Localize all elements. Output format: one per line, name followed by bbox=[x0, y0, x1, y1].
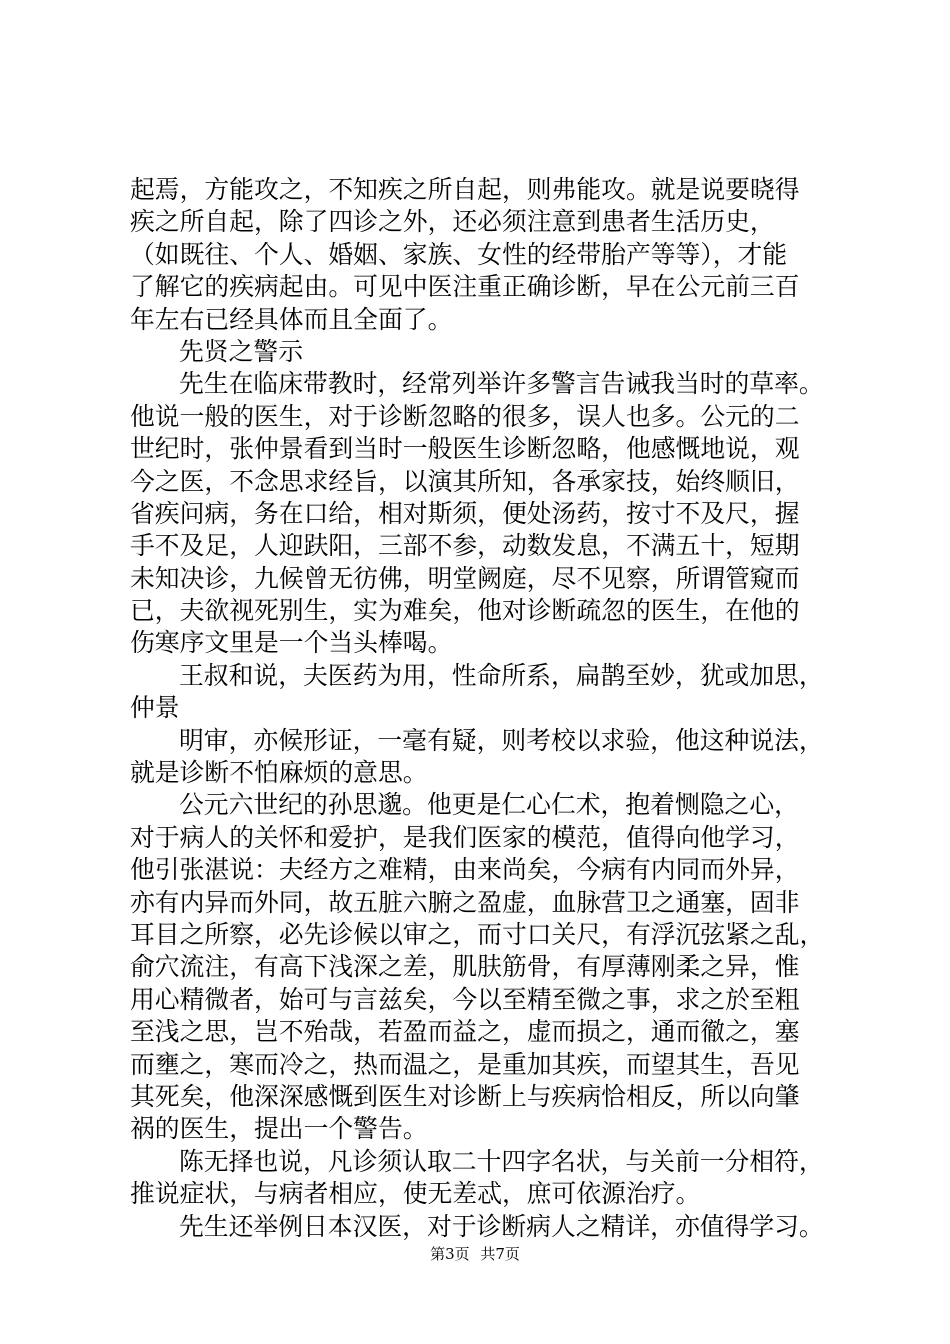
text-line: 年左右已经具体而且全面了。 bbox=[130, 304, 453, 334]
text-line: 疾之所自起，除了四诊之外，还必须注意到患者生活历史， bbox=[130, 207, 775, 237]
text-line: 用心精微者，始可与言兹矣，今以至精至微之事，求之於至粗 bbox=[130, 984, 800, 1014]
text-line: 陈无择也说，凡诊须认取二十四字名状，与关前一分相符， bbox=[179, 1146, 824, 1176]
document-body bbox=[130, 174, 835, 1243]
text-line: 今之医，不念思求经旨，以演其所知，各承家技，始终顺旧， bbox=[130, 466, 800, 496]
text-line: 手不及足，人迎趺阳，三部不参，动数发息，不满五十，短期 bbox=[130, 531, 800, 561]
text-line: 王叔和说，夫医药为用，性命所系，扁鹊至妙，犹或加思， bbox=[179, 660, 824, 690]
page-footer bbox=[0, 1244, 950, 1264]
text-line: 他说一般的医生，对于诊断忽略的很多，误人也多。公元的二 bbox=[130, 401, 800, 431]
text-line: 省疾问病，务在口给，相对斯须，便处汤药，按寸不及尺，握 bbox=[130, 498, 800, 528]
text-line: 明审，亦候形证，一毫有疑，则考校以求验，他这种说法， bbox=[179, 725, 824, 755]
text-line: 先贤之警示 bbox=[179, 336, 303, 366]
text-line: （如既往、个人、婚姻、家族、女性的经带胎产等等），才能 bbox=[130, 239, 788, 269]
text-line: 未知决诊，九候曾无彷佛，明堂阙庭，尽不见察，所谓管窥而 bbox=[130, 563, 800, 593]
page-number: 第3页 bbox=[430, 1245, 470, 1263]
text-line: 其死矣，他深深感慨到医生对诊断上与疾病恰相反，所以向肇 bbox=[130, 1081, 800, 1111]
text-line: 公元六世纪的孙思邈。他更是仁心仁术，抱着恻隐之心， bbox=[179, 790, 799, 820]
text-line: 世纪时，张仲景看到当时一般医生诊断忽略，他感慨地说，观 bbox=[130, 434, 800, 464]
text-line: 推说症状，与病者相应，使无差忒，庶可依源治疗。 bbox=[130, 1179, 701, 1209]
text-line: 亦有内异而外同，故五脏六腑之盈虚，血脉营卫之通塞，固非 bbox=[130, 887, 800, 917]
text-line: 起焉，方能攻之，不知疾之所自起，则弗能攻。就是说要晓得 bbox=[130, 175, 800, 204]
text-line: 就是诊断不怕麻烦的意思。 bbox=[130, 758, 428, 788]
text-line: 耳目之所察，必先诊候以审之，而寸口关尺，有浮沉弦紧之乱， bbox=[130, 919, 825, 949]
text-line: 俞穴流注，有高下浅深之差，肌肤筋骨，有厚薄刚柔之异，惟 bbox=[130, 952, 800, 982]
text-line: 已，夫欲视死别生，实为难矣，他对诊断疏忽的医生，在他的 bbox=[130, 596, 800, 626]
text-line: 祸的医生，提出一个警告。 bbox=[130, 1114, 428, 1144]
page-total: 共7页 bbox=[480, 1245, 520, 1263]
text-line: 先生在临床带教时，经常列举许多警言告诫我当时的草率。 bbox=[179, 369, 824, 399]
text-line: 仲景 bbox=[130, 693, 180, 723]
text-line: 伤寒序文里是一个当头棒喝。 bbox=[130, 628, 453, 658]
text-line: 至浅之思，岂不殆哉，若盈而益之，虚而损之，通而徹之，塞 bbox=[130, 1017, 800, 1047]
text-line: 了解它的疾病起由。可见中医注重正确诊断，早在公元前三百 bbox=[130, 272, 800, 302]
text-line: 对于病人的关怀和爱护，是我们医家的模范，值得向他学习， bbox=[130, 822, 800, 852]
text-line: 他引张湛说：夫经方之难精，由来尚矣，今病有内同而外异， bbox=[130, 855, 800, 885]
text-line: 先生还举例日本汉医，对于诊断病人之精详，亦值得学习。 bbox=[179, 1211, 824, 1241]
text-line: 而壅之，寒而冷之，热而温之，是重加其疾，而望其生，吾见 bbox=[130, 1049, 800, 1079]
